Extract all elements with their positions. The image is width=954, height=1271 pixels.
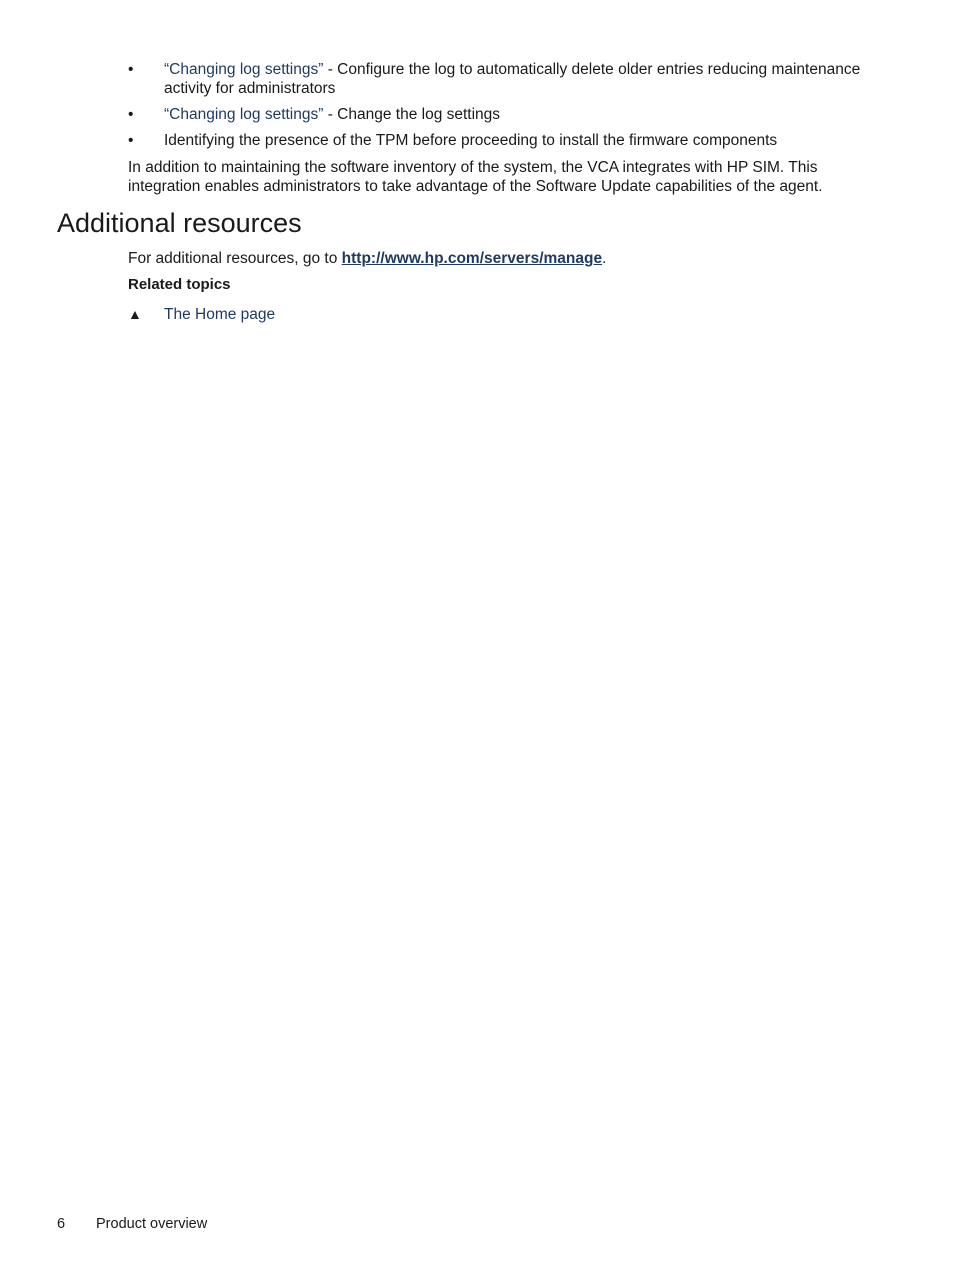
bullet-marker: • xyxy=(128,132,134,149)
page-footer xyxy=(57,1215,207,1234)
list-item xyxy=(128,60,888,98)
triangle-icon: ▲ xyxy=(128,306,142,322)
related-topics-title: Related topics xyxy=(128,276,231,293)
bullet-marker: • xyxy=(128,106,134,123)
changing-log-settings-link[interactable]: “Changing log settings” xyxy=(164,61,324,78)
bullet-marker: • xyxy=(128,61,134,78)
resources-intro: For additional resources, go to xyxy=(128,250,342,267)
integration-paragraph: In addition to maintaining the software inventory of the system, the VCA integrates with HP SIM. This integration enables administrators to take advantage of the Software Update capabilities of the agent. xyxy=(128,159,823,195)
related-topic-item xyxy=(128,305,275,324)
section-heading: Additional resources xyxy=(57,208,302,238)
bullet-text: Identifying the presence of the TPM before proceeding to install the firmware components xyxy=(164,132,778,149)
list-item xyxy=(128,131,888,150)
hp-servers-manage-link[interactable]: http://www.hp.com/servers/manage xyxy=(341,250,603,267)
bullet-text: - Configure the log to automatically delete older entries reducing maintenance activity for administrators xyxy=(164,61,861,97)
feature-bullet-list xyxy=(128,60,888,157)
changing-log-settings-link[interactable]: “Changing log settings” xyxy=(164,106,324,123)
page-number: 6 xyxy=(57,1216,66,1232)
bullet-text: - Change the log settings xyxy=(323,106,501,123)
chapter-title: Product overview xyxy=(96,1216,208,1232)
additional-resources-text xyxy=(128,249,888,268)
resources-intro-end: . xyxy=(602,250,607,267)
list-item xyxy=(128,105,888,124)
home-page-link[interactable]: The Home page xyxy=(164,306,276,323)
